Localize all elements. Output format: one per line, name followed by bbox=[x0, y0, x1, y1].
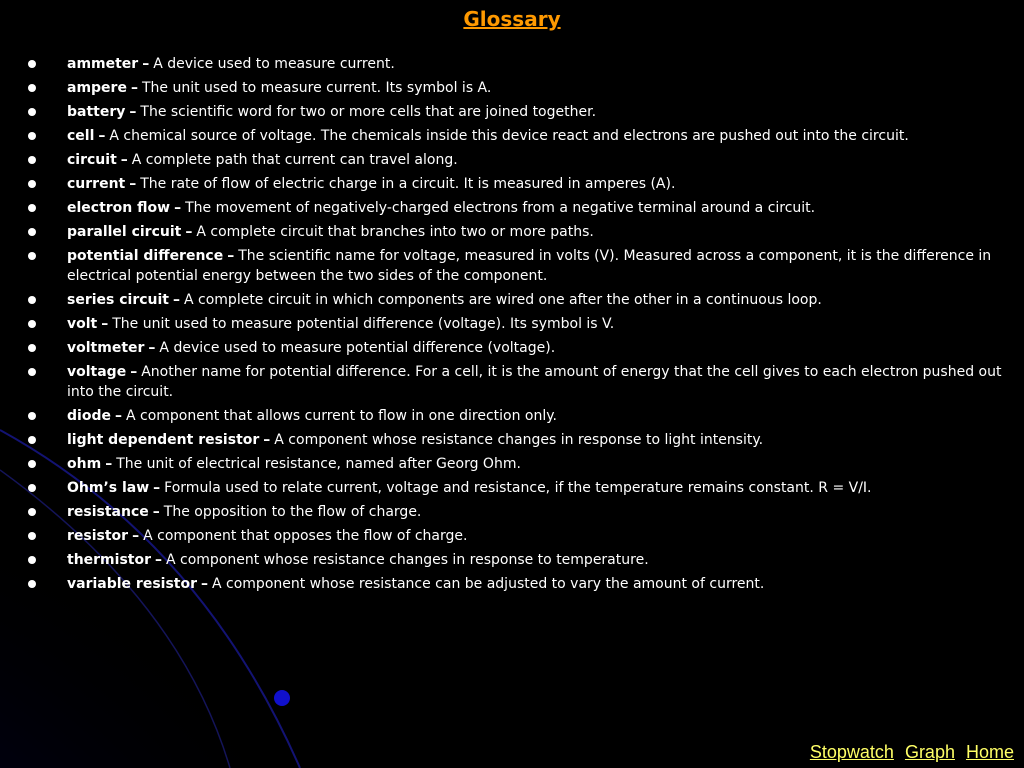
glossary-term: current bbox=[67, 176, 126, 192]
term-separator: – bbox=[120, 152, 128, 168]
glossary-term: ammeter bbox=[67, 56, 139, 72]
bullet-icon bbox=[28, 320, 36, 328]
bullet-icon bbox=[28, 252, 36, 260]
term-separator: – bbox=[101, 316, 109, 332]
graph-link[interactable]: Graph bbox=[904, 742, 955, 762]
glossary-term: light dependent resistor bbox=[67, 432, 260, 448]
glossary-definition: A component that allows current to flow in one direction only. bbox=[125, 408, 557, 424]
bullet-icon bbox=[28, 368, 36, 376]
glossary-term: voltage bbox=[67, 364, 127, 380]
glossary-entry bbox=[28, 338, 1013, 358]
glossary-entry bbox=[28, 78, 1013, 98]
glossary-term: electron flow bbox=[67, 200, 171, 216]
glossary-term: ampere bbox=[67, 80, 127, 96]
term-separator: – bbox=[155, 552, 162, 568]
term-separator: – bbox=[114, 408, 122, 424]
glossary-definition: A complete circuit in which components are wired one after the other in a continuous loop. bbox=[184, 292, 822, 308]
glossary-entry bbox=[28, 102, 1013, 122]
glossary-term: battery bbox=[67, 104, 126, 120]
glossary-term: potential difference bbox=[67, 248, 224, 264]
term-separator: – bbox=[132, 528, 140, 544]
glossary-term: resistor bbox=[67, 528, 129, 544]
glossary-term: variable resistor bbox=[67, 576, 197, 592]
page-title: Glossary bbox=[463, 7, 561, 31]
glossary-entry bbox=[28, 574, 1013, 594]
glossary-entry bbox=[28, 314, 1013, 334]
term-separator: – bbox=[174, 200, 182, 216]
glossary-definition: A chemical source of voltage. The chemicals inside this device react and electrons are pushed out into the circuit. bbox=[109, 128, 909, 144]
bullet-icon bbox=[28, 204, 36, 212]
bullet-icon bbox=[28, 484, 36, 492]
glossary-definition: The movement of negatively-charged electrons from a negative terminal around a circuit. bbox=[185, 200, 816, 216]
glossary-definition: The scientific name for voltage, measured in volts (V). Measured across a component, it is the difference in electrical potential energy between the two sides of the component. bbox=[67, 248, 992, 284]
term-separator: – bbox=[105, 456, 113, 472]
term-separator: – bbox=[148, 340, 156, 356]
home-link[interactable]: Home bbox=[965, 742, 1014, 762]
glossary-entry bbox=[28, 198, 1013, 218]
glossary-entry bbox=[28, 222, 1013, 242]
term-separator: – bbox=[153, 480, 161, 496]
term-separator: – bbox=[185, 224, 193, 240]
glossary-definition: The opposition to the flow of charge. bbox=[163, 504, 422, 520]
glossary-entry bbox=[28, 502, 1013, 522]
term-separator: – bbox=[130, 80, 138, 96]
bullet-icon bbox=[28, 436, 36, 444]
glossary-definition: A component that opposes the flow of charge. bbox=[143, 528, 468, 544]
bullet-icon bbox=[28, 412, 36, 420]
glossary-term: voltmeter bbox=[67, 340, 145, 356]
glossary-term: diode bbox=[67, 408, 111, 424]
glossary-definition: The unit of electrical resistance, named after Georg Ohm. bbox=[116, 456, 521, 472]
term-separator: – bbox=[142, 56, 150, 72]
glossary-term: Ohm’s law bbox=[67, 480, 150, 496]
glossary-entry bbox=[28, 526, 1013, 546]
bullet-icon bbox=[28, 60, 36, 68]
bullet-icon bbox=[28, 108, 36, 116]
term-separator: – bbox=[227, 248, 235, 264]
glossary-entry bbox=[28, 550, 1013, 570]
glossary-entry bbox=[28, 54, 1013, 74]
glossary-definition: The unit used to measure potential difference (voltage). Its symbol is V. bbox=[112, 316, 615, 332]
term-separator: – bbox=[98, 128, 106, 144]
glossary-term: resistance bbox=[67, 504, 149, 520]
glossary-definition: The scientific word for two or more cells that are joined together. bbox=[140, 104, 597, 120]
term-separator: – bbox=[201, 576, 208, 592]
bullet-icon bbox=[28, 132, 36, 140]
glossary-entry bbox=[28, 290, 1013, 310]
bullet-icon bbox=[28, 180, 36, 188]
bullet-icon bbox=[28, 228, 36, 236]
stopwatch-link[interactable]: Stopwatch bbox=[809, 742, 894, 762]
navigation-links bbox=[804, 742, 1014, 763]
glossary-definition: A complete circuit that branches into two or more paths. bbox=[196, 224, 594, 240]
term-separator: – bbox=[152, 504, 160, 520]
bullet-icon bbox=[28, 508, 36, 516]
glossary-definition: A device used to measure potential difference (voltage). bbox=[159, 340, 556, 356]
glossary-term: volt bbox=[67, 316, 98, 332]
bullet-icon bbox=[28, 460, 36, 468]
glossary-definition: Formula used to relate current, voltage and resistance, if the temperature remains constant. R = V/I. bbox=[164, 480, 872, 496]
bullet-icon bbox=[28, 580, 36, 588]
glossary-entry bbox=[28, 174, 1013, 194]
glossary-definition: The rate of flow of electric charge in a circuit. It is measured in amperes (A). bbox=[140, 176, 676, 192]
term-separator: – bbox=[129, 104, 137, 120]
glossary-definition: A component whose resistance can be adjusted to vary the amount of current. bbox=[212, 576, 765, 592]
term-separator: – bbox=[263, 432, 271, 448]
bullet-icon bbox=[28, 84, 36, 92]
glossary-entry bbox=[28, 126, 1013, 146]
glossary-term: ohm bbox=[67, 456, 102, 472]
glossary-entry bbox=[28, 246, 1013, 286]
glossary-definition: A component whose resistance changes in response to light intensity. bbox=[274, 432, 764, 448]
glossary-entry bbox=[28, 430, 1013, 450]
glossary-entry bbox=[28, 362, 1013, 402]
bullet-icon bbox=[28, 532, 36, 540]
term-separator: – bbox=[129, 176, 137, 192]
glossary-term: parallel circuit bbox=[67, 224, 182, 240]
bullet-icon bbox=[28, 344, 36, 352]
glossary-definition: A component whose resistance changes in response to temperature. bbox=[166, 552, 649, 568]
bullet-icon bbox=[28, 156, 36, 164]
glossary-term: circuit bbox=[67, 152, 117, 168]
glossary-entry bbox=[28, 478, 1013, 498]
glossary-list bbox=[28, 54, 1013, 598]
bullet-icon bbox=[28, 556, 36, 564]
glossary-entry bbox=[28, 454, 1013, 474]
glossary-definition: The unit used to measure current. Its symbol is A. bbox=[141, 80, 492, 96]
term-separator: – bbox=[130, 364, 138, 380]
glossary-entry bbox=[28, 406, 1013, 426]
term-separator: – bbox=[173, 292, 180, 308]
glossary-term: cell bbox=[67, 128, 95, 144]
glossary-definition: A complete path that current can travel along. bbox=[131, 152, 458, 168]
glossary-term: thermistor bbox=[67, 552, 151, 568]
glossary-term: series circuit bbox=[67, 292, 169, 308]
glossary-entry bbox=[28, 150, 1013, 170]
glossary-definition: A device used to measure current. bbox=[153, 56, 395, 72]
bullet-icon bbox=[28, 296, 36, 304]
glossary-definition: Another name for potential difference. For a cell, it is the amount of energy that the cell gives to each electron pushed out into the circuit. bbox=[67, 364, 1002, 400]
